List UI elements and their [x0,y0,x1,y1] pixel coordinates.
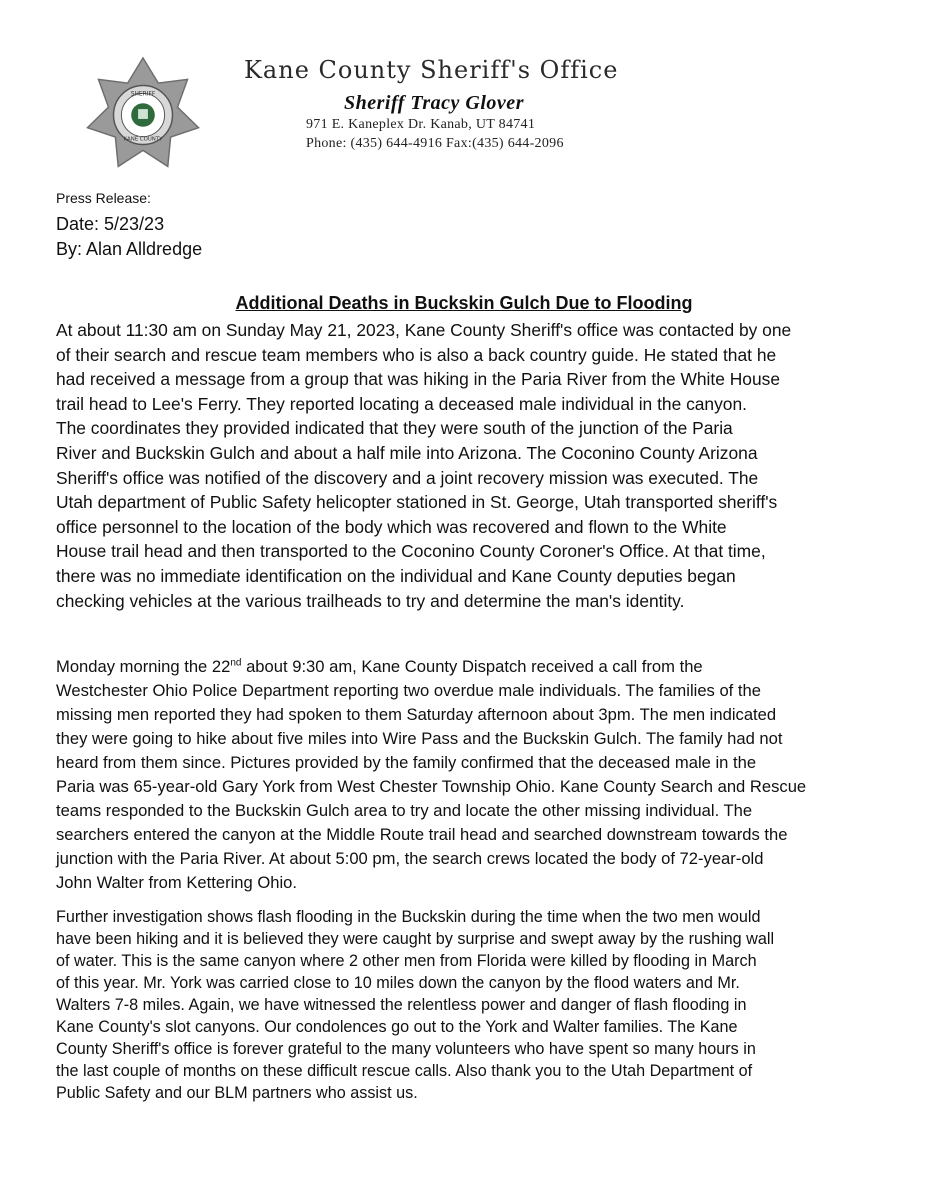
text-line: Westchester Ohio Police Department reporting two overdue male individuals. The families of the [56,681,761,700]
release-date: Date: 5/23/23 [56,214,165,234]
text-line: office personnel to the location of the body which was recovered and flown to the White [56,516,727,537]
office-address: 971 E. Kaneplex Dr. Kanab, UT 84741 [306,117,536,132]
text-line: John Walter from Kettering Ohio. [56,873,298,892]
text-line: the last couple of months on these difficult rescue calls. Also thank you to the Utah Department of [56,1062,753,1080]
release-meta [56,190,202,262]
office-phone: Phone: (435) 644-4916 Fax:(435) 644-2096 [306,136,564,151]
sheriff-name: Sheriff Tracy Glover [344,92,524,114]
text-line: Sheriff's office was notified of the discovery and a joint recovery mission was executed. The [56,467,759,488]
paragraph-2 [56,655,886,895]
text-line: of their search and rescue team members who is also a back country guide. He stated that he [56,344,777,365]
text-line: heard from them since. Pictures provided by the family confirmed that the deceased male in the [56,753,757,772]
release-author: By: Alan Alldredge [56,239,203,259]
text-line: teams responded to the Buckskin Gulch area to try and locate the other missing individual. The [56,801,753,820]
text-line: Further investigation shows flash flooding in the Buckskin during the time when the two men would [56,908,761,926]
badge-text-bottom: KANE COUNTY [123,136,163,143]
headline: Additional Deaths in Buckskin Gulch Due to Flooding [235,293,693,313]
ordinal-suffix: nd [230,657,242,669]
text-line: checking vehicles at the various trailheads to try and determine the man's identity. [56,590,685,611]
text-line: Kane County's slot canyons. Our condolences go out to the York and Walter families. The Kane [56,1018,738,1036]
text-line: County Sheriff's office is forever grateful to the many volunteers who have spent so many hours in [56,1040,756,1058]
text-line: Paria was 65-year-old Gary York from West Chester Township Ohio. Kane County Search and Rescue [56,777,807,796]
text-line: The coordinates they provided indicated that they were south of the junction of the Paria [56,418,733,439]
text-line: House trail head and then transported to the Coconino County Coroner's Office. At that time, [56,541,766,562]
text-line: junction with the Paria River. At about 5:00 pm, the search crews located the body of 72-year-old [56,849,764,868]
text-line: missing men reported they had spoken to them Saturday afternoon about 3pm. The men indicated [56,705,777,724]
text-line [56,655,886,679]
text-line: of water. This is the same canyon where 2 other men from Florida were killed by flooding in March [56,952,757,970]
text-line: they were going to hike about five miles into Wire Pass and the Buckskin Gulch. The family had not [56,729,783,748]
text-line: there was no immediate identification on the individual and Kane County deputies began [56,565,736,586]
sheriff-star-badge-icon [84,56,202,174]
text-line: of this year. Mr. York was carried close to 10 miles down the canyon by the flood waters and Mr. [56,974,740,992]
text-line: have been hiking and it is believed they were caught by surprise and swept away by the rushing wall [56,930,775,948]
text-line: Public Safety and our BLM partners who assist us. [56,1084,418,1102]
text-line: trail head to Lee's Ferry. They reported locating a deceased male individual in the canyon. [56,393,747,414]
text-fragment: Monday morning the 22 [56,657,231,676]
text-line: Utah department of Public Safety helicopter stationed in St. George, Utah transported sheriff's [56,492,778,513]
paragraph-3 [56,906,886,1104]
paragraph-1 [56,318,886,613]
text-line: Walters 7-8 miles. Again, we have witnessed the relentless power and danger of flash flooding in [56,996,747,1014]
badge-text-top: SHERIFF [130,91,156,98]
office-name: Kane County Sheriff's Office [244,56,619,84]
text-line: searchers entered the canyon at the Middle Route trail head and searched downstream towards the [56,825,788,844]
text-fragment: about 9:30 am, Kane County Dispatch received a call from the [241,657,703,676]
text-line: had received a message from a group that was hiking in the Paria River from the White House [56,369,780,390]
text-line: River and Buckskin Gulch and about a half mile into Arizona. The Coconino County Arizona [56,442,758,463]
press-release-label: Press Release: [56,190,151,206]
text-line: At about 11:30 am on Sunday May 21, 2023, Kane County Sheriff's office was contacted by one [56,320,792,340]
